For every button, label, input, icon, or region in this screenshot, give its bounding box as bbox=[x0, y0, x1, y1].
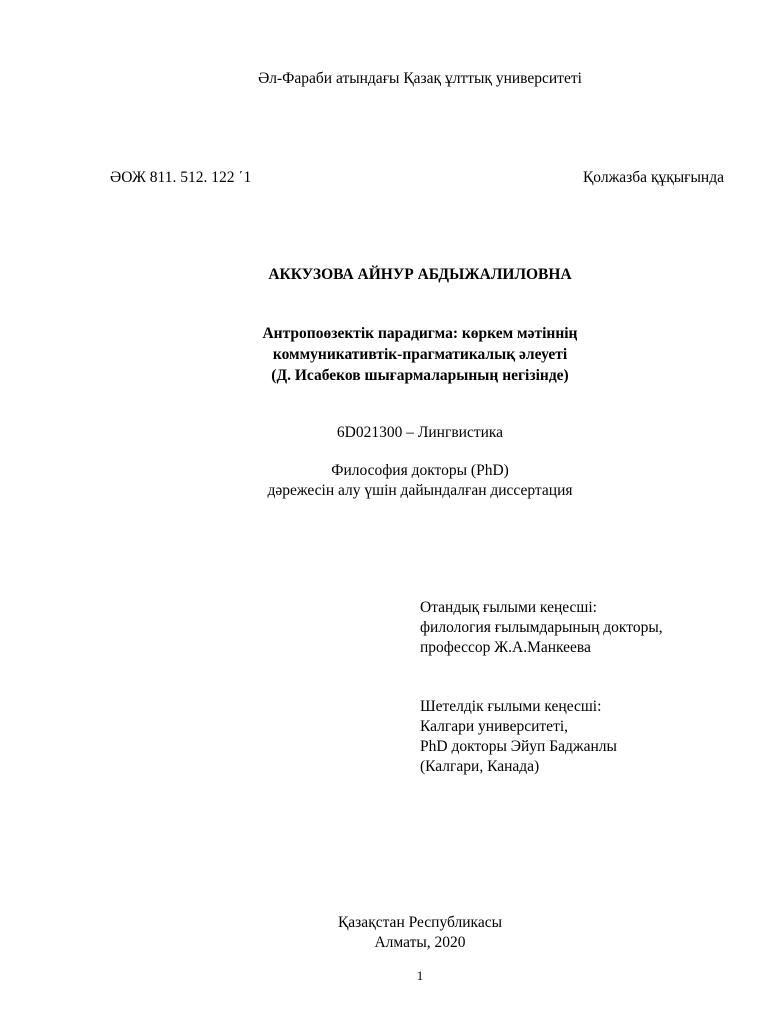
specialty-code: 6D021300 – Лингвистика bbox=[336, 424, 504, 441]
foreign-advisor-location: (Калгари, Канада) bbox=[420, 758, 540, 775]
domestic-advisor-block bbox=[420, 598, 663, 658]
foreign-advisor-institution: Калгари университеті, bbox=[420, 718, 569, 735]
title-line-1: Антропоөзектік парадигма: көркем мәтіннің bbox=[262, 325, 578, 342]
foreign-advisor-name: PhD докторы Эйуп Баджанлы bbox=[420, 738, 617, 755]
page-number: 1 bbox=[416, 968, 424, 983]
foreign-advisor-block bbox=[420, 697, 617, 777]
domestic-advisor-title: филология ғылымдарының докторы, bbox=[420, 619, 663, 636]
domestic-advisor-role: Отандық ғылыми кеңесші: bbox=[420, 599, 597, 616]
city-year: Алматы, 2020 bbox=[374, 934, 466, 951]
place-and-year bbox=[0, 913, 768, 953]
university-name: Әл-Фараби атындағы Қазақ ұлттық университеті bbox=[258, 70, 582, 87]
title-line-3: (Д. Исабеков шығармаларының негізінде) bbox=[271, 367, 569, 384]
degree-line-1: Философия докторы (PhD) bbox=[331, 462, 509, 479]
domestic-advisor-name: профессор Ж.А.Манкеева bbox=[420, 639, 591, 656]
title-line-2: коммуникативтік-прагматикалық әлеуеті bbox=[272, 346, 568, 363]
author-name: АККУЗОВА АЙНУР АБДЫЖАЛИЛОВНА bbox=[268, 266, 572, 283]
manuscript-rights-note: Қолжазба құқығында bbox=[582, 169, 724, 186]
dissertation-title bbox=[0, 323, 768, 386]
foreign-advisor-role: Шетелдік ғылыми кеңесші: bbox=[420, 698, 602, 715]
country-name: Қазақстан Республикасы bbox=[337, 914, 503, 931]
degree-line-2: дәрежесін алу үшін дайындалған диссертация bbox=[267, 482, 573, 499]
degree-statement bbox=[0, 461, 768, 501]
udc-code: ӘОЖ 811. 512. 122 ΄1 bbox=[110, 169, 252, 186]
